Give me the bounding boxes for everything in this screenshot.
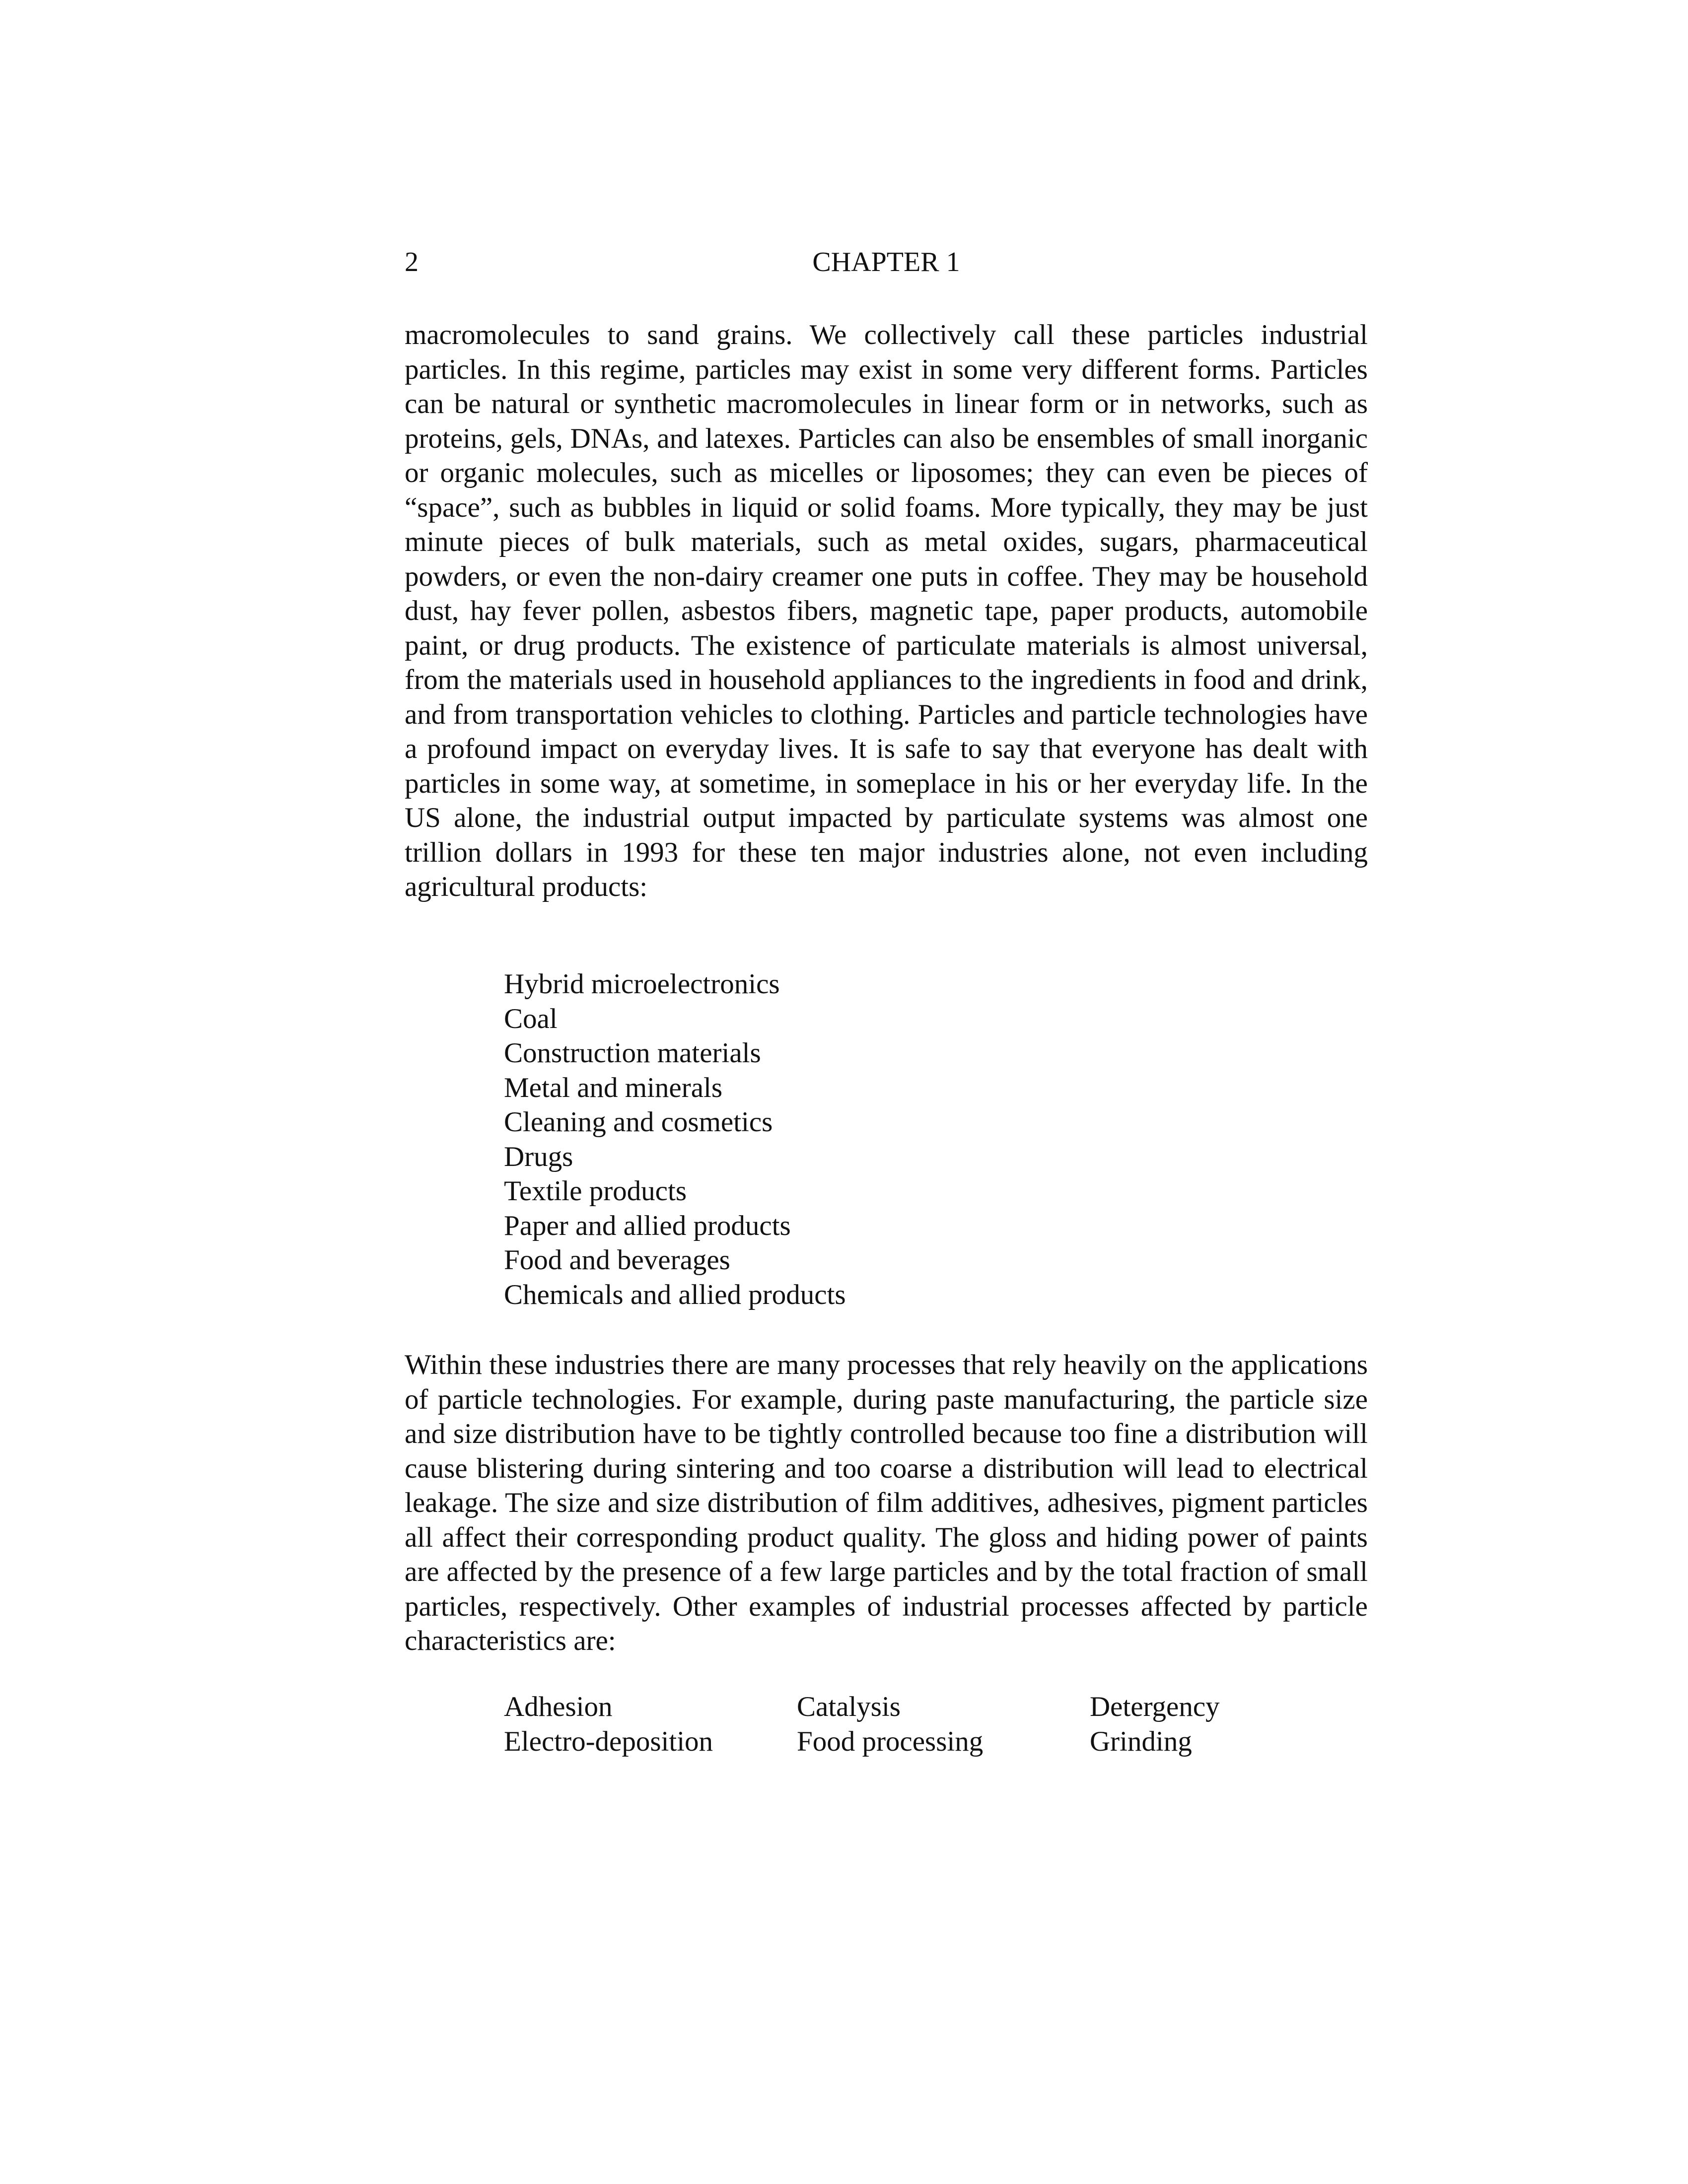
industry-list (504, 967, 846, 1312)
process-item: Grinding (1090, 1725, 1192, 1757)
list-item: Textile products (504, 1175, 687, 1207)
process-row (504, 1690, 1298, 1724)
list-item: Metal and minerals (504, 1072, 723, 1103)
list-item: Construction materials (504, 1037, 761, 1069)
process-item: Food processing (797, 1725, 984, 1757)
process-item: Electro-deposition (504, 1725, 713, 1757)
list-item: Cleaning and cosmetics (504, 1106, 773, 1138)
body-paragraph-2: Within these industries there are many processes that rely heavily on the applications of particle technologies. For example, during paste manufacturing, the particle size and size distribution have to be tightly controlled because too fine a distribution will cause blistering during sintering and too coarse a distribution will lead to electrical leakage. The size and size distribution of film additives, adhesives, pigment particles all affect their corresponding product quality. The gloss and hiding power of paints are affected by the presence of a few large particles and by the total fraction of small particles, respectively. Other examples of industrial processes affected by particle characteristics are: (405, 1349, 1368, 1656)
body-paragraph-1: macromolecules to sand grains. We collectively call these particles industrial particles. In this regime, particles may exist in some very different forms. Particles can be natural or synthetic macromolecules in linear form or in networks, such as proteins, gels, DNAs, and latexes. Particles can also be ensembles of small inorganic or organic molecules, such as micelles or liposomes; they can even be pieces of “space”, such as bubbles in liquid or solid foams. More typically, they may be just minute pieces of bulk materials, such as metal oxides, sugars, pharmaceutical powders, or even the non-dairy creamer one puts in coffee. They may be household dust, hay fever pollen, asbestos fibers, magnetic tape, paper products, automobile paint, or drug products. The existence of particulate materials is almost universal, from the materials used in household appliances to the ingredients in food and drink, and from transportation vehicles to clothing. Particles and particle technologies have a profound impact on everyday lives. It is safe to say that everyone has dealt with particles in some way, at sometime, in someplace in his or her everyday life. In the US alone, the industrial output impacted by particulate systems was almost one trillion dollars in 1993 for these ten major industries alone, not even including agricultural products: (405, 319, 1368, 902)
page-number: 2 (405, 247, 419, 277)
running-head: CHAPTER 1 (812, 247, 960, 277)
list-item: Paper and allied products (504, 1210, 791, 1241)
process-item: Detergency (1090, 1691, 1220, 1722)
process-row (504, 1724, 1298, 1759)
list-item: Chemicals and allied products (504, 1279, 846, 1310)
page-header (405, 242, 1368, 282)
list-item: Hybrid microelectronics (504, 968, 780, 1000)
process-grid (504, 1690, 1298, 1759)
process-item: Catalysis (797, 1691, 901, 1722)
list-item: Drugs (504, 1141, 573, 1172)
list-item: Food and beverages (504, 1244, 730, 1276)
process-item: Adhesion (504, 1691, 613, 1722)
list-item: Coal (504, 1003, 558, 1034)
